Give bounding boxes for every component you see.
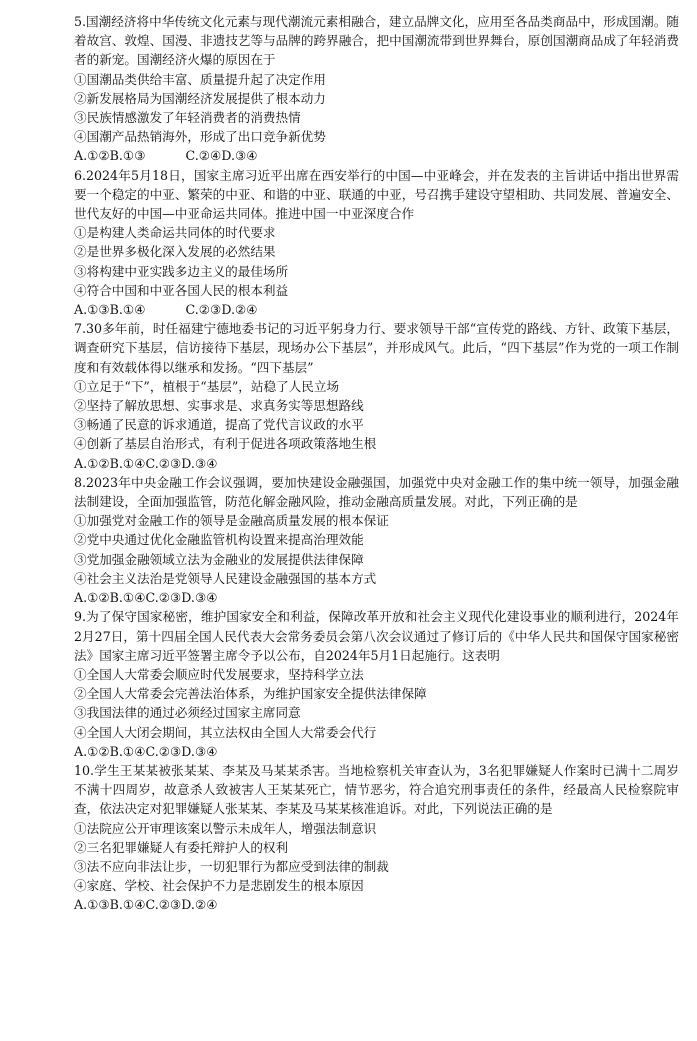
question-9	[74, 607, 679, 761]
option-4: ④家庭、学校、社会保护不力是悲剧发生的根本原因	[74, 878, 364, 894]
option-4: ④社会主义法治是党领导人民建设金融强国的基本方式	[74, 570, 377, 586]
option-3: ③我国法律的通过必须经过国家主席同意	[74, 705, 301, 721]
question-stem: 7.30多年前，时任福建宁德地委书记的习近平躬身力行、要求领导干部“宣传党的路线、方针、政策下基层，调查研究下基层，信访接待下基层，现场办公下基层”，并形成风气。此后，“四下基层”作为党的一项工作制度和有效载体得以继承和发扬。“四下基层”	[74, 321, 679, 375]
option-1: ①是构建人类命运共同体的时代要求	[74, 225, 276, 241]
option-1: ①全国人大常委会顺应时代发展要求，坚持科学立法	[74, 666, 364, 682]
option-3: ③将构建中亚实践多边主义的最佳场所	[74, 263, 289, 279]
option-1: ①立足于“下”，植根于“基层”，站稳了人民立场	[74, 378, 340, 394]
option-3: ③法不应向非法让步，一切犯罪行为都应受到法律的制裁	[74, 858, 389, 874]
option-3: ③民族情感激发了年轻消费者的消费热情	[74, 110, 301, 126]
question-7	[74, 319, 679, 473]
question-stem: 9.为了保守国家秘密，维护国家安全和利益，保障改革开放和社会主义现代化建设事业的顺利进行，2024年2月27日，第十四届全国人民代表大会常务委员会第八次会议通过了修订后的《中华人民共和国保守国家秘密法》国家主席习近平签署主席令予以公布，自2024年5月1日起施行。这表明	[74, 609, 679, 663]
option-2: ②全国人大常委会完善法治体系，为维护国家安全提供法律保障	[74, 686, 427, 702]
option-1: ①国潮品类供给丰富、质量提升起了决定作用	[74, 71, 326, 87]
option-2: ②是世界多极化深入发展的必然结果	[74, 244, 276, 260]
answer-choices: A.①②B.①④C.②③D.③④	[74, 455, 218, 471]
option-1: ①法院应公开审理该案以警示未成年人，增强法制意识	[74, 820, 377, 836]
answer-choices: A.①②B.①④C.②③D.③④	[74, 590, 218, 606]
answer-choices: A.①③B.①④ C.②③D.②④	[74, 302, 258, 318]
question-stem: 10.学生王某某被张某某、李某及马某某杀害。当地检察机关审查认为，3名犯罪嫌疑人作案时已满十二周岁不满十四周岁，故意杀人致被害人王某某死亡，情节恶劣，符合追究刑事责任的条件，经最高人民检察院审查，依法决定对犯罪嫌疑人张某某、李某及马某某核准追诉。对此，下列说法正确的是	[74, 762, 679, 817]
option-2: ②党中央通过优化金融监管机构设置来提高治理效能	[74, 532, 364, 548]
option-4: ④符合中国和中亚各国人民的根本利益	[74, 282, 289, 298]
option-2: ②三名犯罪嫌疑人有委托辩护人的权利	[74, 839, 289, 855]
option-2: ②坚持了解放思想、实事求是、求真务实等思想路线	[74, 398, 364, 414]
question-10	[74, 761, 679, 915]
option-2: ②新发展格局为国潮经济发展提供了根本动力	[74, 90, 326, 106]
answer-choices: A.①②B.①③ C.②④D.③④	[74, 148, 258, 164]
option-3: ③畅通了民意的诉求通道，提高了党代言议政的水平	[74, 417, 364, 433]
question-stem: 6.2024年5月18日，国家主席习近平出席在西安举行的中国—中亚峰会，并在发表的主旨讲话中指出世界需要一个稳定的中亚、繁荣的中亚、和谐的中亚、联通的中亚，号召携手建设守望相助、共同发展、普遍安全、世代友好的中国—中亚命运共同体。推进中国一中亚深度合作	[74, 167, 679, 222]
option-4: ④创新了基层自治形式，有利于促进各项政策落地生根	[74, 436, 377, 452]
question-stem: 8.2023年中央金融工作会议强调，要加快建设金融强国，加强党中央对金融工作的集中统一领导，加强金融法制建设，全面加强监管，防范化解金融风险，推动金融高质量发展。对此，下列正确的是	[74, 474, 679, 510]
answer-choices: A.①③B.①④C.②③D.②④	[74, 897, 218, 913]
question-8	[74, 473, 679, 607]
question-5	[74, 12, 679, 166]
answer-choices: A.①②B.①④C.②③D.③④	[74, 743, 218, 759]
question-stem: 5.国潮经济将中华传统文化元素与现代潮流元素相融合，建立品牌文化，应用至各品类商品中，形成国潮。随着故宫、敦煌、国漫、非遗技艺等与品牌的跨界融合，把中国潮流带到世界舞台，原创国潮商品成了年轻消费者的新宠。国潮经济火爆的原因在于	[74, 14, 679, 68]
option-1: ①加强党对金融工作的领导是金融高质量发展的根本保证	[74, 513, 389, 529]
option-4: ④全国人大闭会期间，其立法权由全国人大常委会代行	[74, 724, 377, 740]
option-3: ③党加强金融领域立法为金融业的发展提供法律保障	[74, 551, 364, 567]
option-4: ④国潮产品热销海外，形成了出口竞争新优势	[74, 129, 326, 145]
question-6	[74, 166, 679, 320]
